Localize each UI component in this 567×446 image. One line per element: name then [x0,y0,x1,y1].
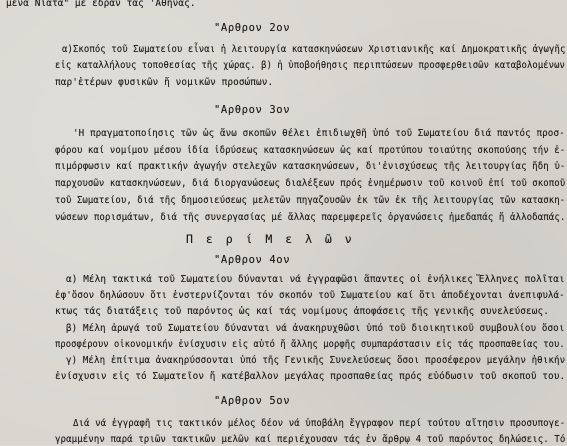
text-line: μενα Νιάτα" μέ έδραν τάς 'Αθήνας. [6,0,196,9]
text-line: 'Η πραγματοποίησις τῶν ὡς ἄνω σκοπῶν θέλει ἐπιδιωχθῆ ὑπό τοῦ Σωματείου διά παντός προσ- [73,128,565,139]
text-line: νώσεων πορισμάτων, διά τῆς συνεργασίας μέ ἄλλας παρεμφερεῖς ὀργανώσεις ἡμεδαπάς ἤ ἀλλοδαπάς. [55,212,566,223]
text-line: παρχουσῶν κατασκηνώσεων, διά διοργανώσεως διαλέξεων πρός ἐνημέρωσιν τοῦ κοινοῦ ἐπί τοῦ σκοποῦ [55,178,566,189]
text-line: ἐφ'ὅσον δηλώσουν ὅτι ἐνστερνίζονται τόν σκοπόν τοῦ Σωματείου καί ὅτι ἀποδέχονται ἀνεπιφυλά- [55,290,565,301]
article-4-heading: "Αρθρον 4ον [214,254,291,266]
text-line: β) Μέλη ἀρωγά τοῦ Σωματείου δύνανται νά ἀνακηρυχθῶσι ὑπό τοῦ διοικητικοῦ συμβουλίου ὅσοι [66,323,565,334]
text-line: ἐνίσχυσιν εἰς τό Σωματεῖον ἤ κατέβαλλον μεγάλας προσπαθείας πρός εὐόδωσιν τοῦ σκοποῦ του. [55,371,566,382]
text-line: α)Σκοπός τοῦ Σωματείου εἶναι ἡ λειτουργία κατασκηνώσεων Χριστιανικῆς καί Δημοκρατικῆς ἀγωγῆς [62,44,566,55]
text-line: α) Μέλη τακτικά τοῦ Σωματείου δύνανται νά ἐγγραφῶσι ἅπαντες οἱ ἐνήλικες Ἕλληνες πολῖται [66,274,565,285]
article-3-heading: "Αρθρον 3ον [214,104,291,116]
text-line: φόρου καί νομίμου μέσου ἰδία ἱδρύσεως κατασκηνώσεων ὡς καί προτύπου τοιαύτης σκοπούσης τήν ἐ- [55,145,566,156]
text-line: γ) Μέλη ἐπίτιμα ἀνακηρύσσονται ὑπό τῆς Γενικῆς Συνελεύσεως ὅσοι προσέφερον μεγάλην ἠθικήν [66,355,566,366]
text-line: παρ'ἑτέρων φυσικῶν ἤ νομικῶν προσώπων. [55,77,274,88]
text-line: πιμόρφωσιν καί πρακτικήν ἀγωγήν στελεχῶν κατασκηνώσεων, δι'ἐνισχύσεως τῆς λειτουργίας ἤδη ὑ- [55,161,566,172]
article-5-heading: "Αρθρον 5ον [214,395,291,407]
text-line: Διά νά ἐγγραφῆ τις τακτικόν μέλος δέον νά ὑποβάλη ἔγγραφον περί τούτου αἴτησιν προσυπογε- [73,418,566,429]
text-line: τοῦ Σωματείου, διά τῆς δημοσιεύσεως μελετῶν πηγαζουσῶν ἐκ τῶν ἐκ τῆς λειτουργίας τῶν κατασκη- [55,195,566,206]
text-line: κτως τάς διατάξεις τοῦ παρόντος ὡς καί τάς νομίμους ἀποφάσεις τῆς γενικῆς συνελεύσεως. [55,306,550,317]
text-line: γραμμένην παρά τριῶν τακτικῶν μελῶν καί περιέχουσαν τάς ἐν ἄρθρῳ 4 τοῦ παρόντος δηλώσεις. Τό [55,434,566,445]
text-line: προσφέρουν οἰκονομικήν ἐνίσχυσιν εἰς αὐτό ἤ ἄλλης μορφῆς συμπαράστασιν εἰς τάς προσπαθείας του. [55,339,565,350]
article-2-heading: "Αρθρον 2ον [214,22,291,34]
text-line: εἰς καταλλήλους τοποθεσίας τῆς χώρας. β) ἡ ὑποβοήθησις περιπτώσεων προσφερθεισῶν καταβολομένων [55,60,565,71]
section-title-members: Π ε ρ ί Μ ε λ ῶ ν [186,232,355,246]
